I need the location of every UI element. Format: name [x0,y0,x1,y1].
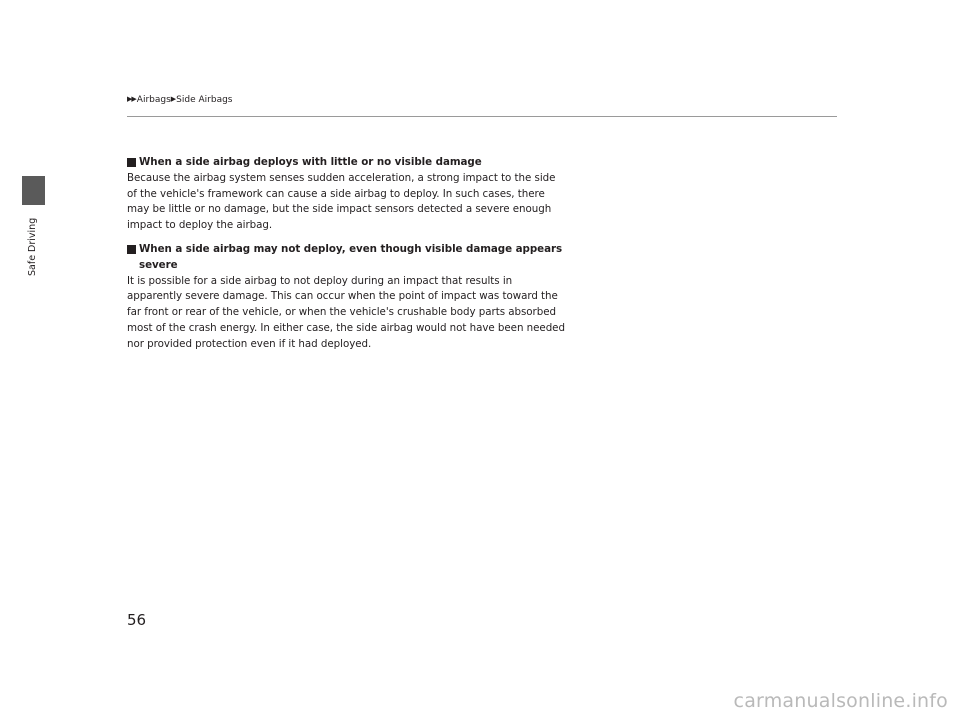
square-bullet-icon [127,158,136,167]
chapter-tab [22,176,45,205]
section-heading [127,242,567,274]
breadcrumb-item-airbags[interactable]: Airbags [136,95,171,105]
main-content [127,155,567,353]
section-heading [127,155,567,171]
watermark: carmanualsonline.info [733,690,948,712]
section-heading-text: When a side airbag deploys with little or no visible damage [139,156,482,168]
section-body: Because the airbag system senses sudden acceleration, a strong impact to the side of the vehicle's framework can cause a side airbag to deploy. In such cases, there may be little or no damage, but the side impact sensors detected a severe enough impact to deploy the airbag. [127,171,556,232]
section [127,155,567,234]
section [127,242,567,353]
header-divider [127,116,837,117]
square-bullet-icon [127,245,136,254]
chapter-label [26,204,40,284]
triangle-right-icon: ▶ [131,95,137,103]
chapter-label-text: Safe Driving [27,217,38,276]
breadcrumb-item-side-airbags[interactable]: Side Airbags [176,95,233,105]
page-number: 56 [127,611,147,629]
section-heading-text: When a side airbag may not deploy, even though visible damage appears severe [139,242,563,271]
breadcrumb [127,95,232,105]
triangle-right-icon: ▶ [170,95,177,103]
section-body: It is possible for a side airbag to not deploy during an impact that results in apparently severe damage. This can occur when the point of impact was toward the far front or rear of the vehicle, or when the vehicle's crushable body parts absorbed most of the crash energy. In either case, the side airbag would not have been needed nor provided protection even if it had deployed. [127,274,565,350]
triangle-right-icon: ▶ [127,95,133,103]
